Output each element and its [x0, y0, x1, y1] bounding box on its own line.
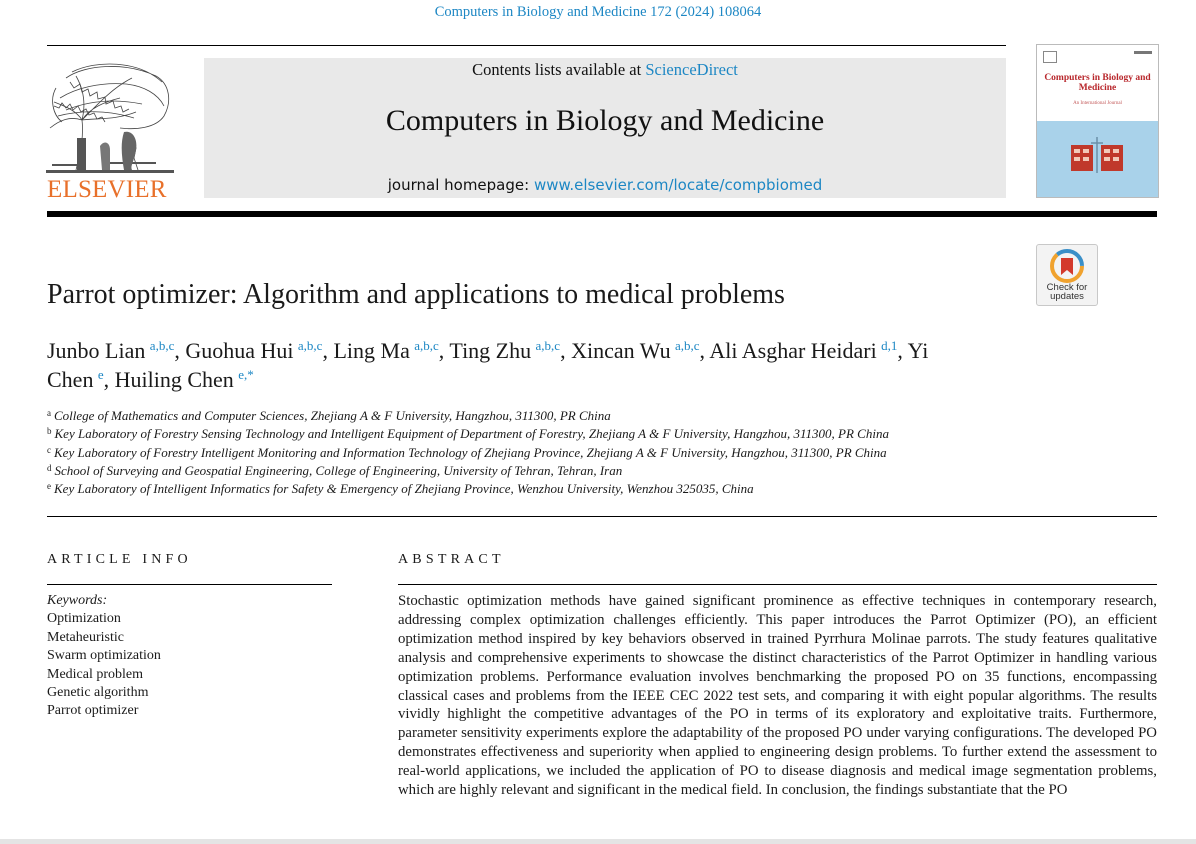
cover-publisher-badge — [1043, 51, 1057, 63]
section-rule — [47, 516, 1157, 517]
author-affiliation-marks[interactable]: d,1 — [881, 338, 898, 353]
affiliation-item — [47, 462, 1157, 480]
affiliation-mark: d — [47, 462, 52, 473]
abstract-text: Stochastic optimization methods have gained significant prominence as effective techniques in contemporary research, addressing complex optimization challenges efficiently. This paper introduces the Parrot Optimizer (PO), an efficient optimization method inspired by key behaviors observed in trained Pyrrhura Molinae parrots. The study features qualitative analysis and comprehensive experiments to showcase the distinct characteristics of the Parrot Optimizer in handling various optimization problems. Performance evaluation involves benchmarking the proposed PO on 35 functions, encompassing classical cases and problems from the IEEE CEC 2022 test sets, and comparing it with eight popular algorithms. The results vividly highlight the competitive advantages of the PO in terms of its exploratory and exploitative traits. Furthermore, parameter sensitivity experiments explore the adaptability of the proposed PO under varying configurations. The developed PO demonstrates effectiveness and superiority when applied to engineering design problems. To further extend the assessment to real-world applications, we included the application of PO to disease diagnosis and medical image segmentation problems, which are highly relevant and significant in the medical field. In conclusion, the findings substantiate that the PO — [398, 593, 1157, 799]
affiliation-item — [47, 425, 1157, 443]
keyword-item: Swarm optimization — [47, 648, 161, 664]
affiliation-text: School of Surveying and Geospatial Engineering, College of Engineering, University of Tehran, Tehran, Iran — [54, 462, 623, 478]
author-affiliation-marks[interactable]: e,* — [238, 367, 254, 382]
affiliation-mark: b — [47, 426, 52, 437]
check-updates-icon — [1050, 249, 1084, 283]
affiliation-list — [47, 407, 1157, 498]
journal-homepage-link[interactable]: www.elsevier.com/locate/compbiomed — [533, 176, 823, 194]
author-name[interactable]: Ling Ma — [333, 338, 410, 363]
homepage-line — [204, 176, 1006, 194]
cover-art-icon — [1067, 135, 1127, 175]
author-separator: , — [174, 338, 186, 363]
keyword-list — [47, 610, 161, 720]
author-affiliation-marks[interactable]: a,b,c — [535, 338, 561, 353]
author-name[interactable]: Guohua Hui — [185, 338, 294, 363]
affiliation-mark: a — [47, 408, 51, 418]
author-affiliation-marks[interactable]: a,b,c — [675, 338, 700, 353]
affiliation-mark: e — [47, 481, 51, 492]
author-name[interactable]: Junbo Lian — [47, 338, 146, 363]
journal-banner — [204, 58, 1006, 198]
abstract-rule — [398, 584, 1157, 585]
viewer-bottom-bar — [0, 839, 1196, 844]
author-affiliation-marks[interactable]: a,b,c — [414, 338, 439, 353]
author-affiliation-marks[interactable]: e — [97, 367, 104, 382]
author-name[interactable]: Huiling Chen — [114, 367, 234, 392]
author[interactable] — [47, 338, 174, 363]
abstract-heading: ABSTRACT — [398, 552, 505, 567]
article-title: Parrot optimizer: Algorithm and applications to medical problems — [47, 279, 785, 310]
journal-citation-link[interactable]: Computers in Biology and Medicine 172 (2024) 108064 — [434, 4, 762, 20]
journal-name: Computers in Biology and Medicine — [385, 104, 825, 137]
author[interactable] — [709, 338, 897, 363]
homepage-prefix: journal homepage: — [387, 176, 534, 194]
article-info-heading: ARTICLE INFO — [47, 552, 192, 567]
keyword-item: Metaheuristic — [47, 629, 124, 645]
author-separator: , — [103, 367, 115, 392]
elsevier-wordmark: ELSEVIER — [47, 176, 167, 203]
affiliation-item — [47, 480, 1157, 498]
affiliation-mark: c — [47, 444, 51, 455]
author[interactable] — [449, 338, 560, 363]
author-separator: , — [322, 338, 334, 363]
author[interactable] — [185, 338, 322, 363]
keyword-item: Genetic algorithm — [47, 685, 149, 701]
author-separator: , — [699, 338, 710, 363]
affiliation-item — [47, 444, 1157, 462]
keyword-item: Optimization — [47, 611, 121, 627]
keywords-label: Keywords: — [47, 593, 108, 608]
keyword-item: Medical problem — [47, 666, 144, 682]
sciencedirect-link[interactable]: ScienceDirect — [645, 60, 738, 79]
article-info-rule — [47, 584, 332, 585]
affiliation-text: College of Mathematics and Computer Sciences, Zhejiang A & F University, Hangzhou, 311300, PR China — [54, 408, 611, 423]
author-name[interactable]: Ting Zhu — [449, 338, 532, 363]
check-for-updates-button[interactable] — [1036, 244, 1098, 306]
keyword-item: Parrot optimizer — [47, 703, 139, 719]
header-thick-rule — [47, 211, 1157, 217]
affiliation-text: Key Laboratory of Intelligent Informatics for Safety & Emergency of Zhejiang Province, Wenzhou University, Wenzhou 325035, China — [54, 481, 754, 497]
author-name[interactable]: Ali Asghar Heidari — [709, 338, 877, 363]
contents-prefix: Contents lists available at — [472, 60, 646, 79]
affiliation-text: Key Laboratory of Forestry Intelligent Monitoring and Information Technology of Zhejiang Province, Zhejiang A & F University, Hangzhou, 311300, PR China — [54, 444, 887, 460]
author-affiliation-marks[interactable]: a,b,c — [297, 338, 323, 353]
keywords-block — [47, 592, 161, 721]
check-updates-label — [1037, 283, 1097, 301]
author-separator: , — [897, 338, 908, 363]
journal-cover-thumbnail[interactable] — [1036, 44, 1159, 198]
author-name[interactable]: Yi Chen — [47, 338, 929, 392]
author[interactable] — [115, 367, 254, 392]
cover-issn-mark — [1134, 51, 1152, 54]
header-rule — [47, 45, 1006, 46]
check-updates-line2: updates — [1050, 291, 1084, 302]
author-affiliation-marks[interactable]: a,b,c — [149, 338, 175, 353]
author[interactable] — [571, 338, 699, 363]
author-separator: , — [438, 338, 450, 363]
affiliation-item — [47, 407, 1157, 425]
contents-line — [204, 60, 1006, 80]
author-name[interactable]: Xincan Wu — [571, 338, 671, 363]
cover-title: Computers in Biology and Medicine — [1044, 73, 1151, 94]
affiliation-text: Key Laboratory of Forestry Sensing Technology and Intelligent Equipment of Department of Forestry, Zhejiang A & F University, Hangzhou, 311300, PR China — [54, 426, 889, 442]
author[interactable] — [333, 338, 438, 363]
author-separator: , — [560, 338, 572, 363]
check-updates-line1: Check for — [1046, 282, 1088, 293]
author-list — [47, 336, 947, 394]
cover-subtitle: An International Journal — [1073, 101, 1122, 106]
